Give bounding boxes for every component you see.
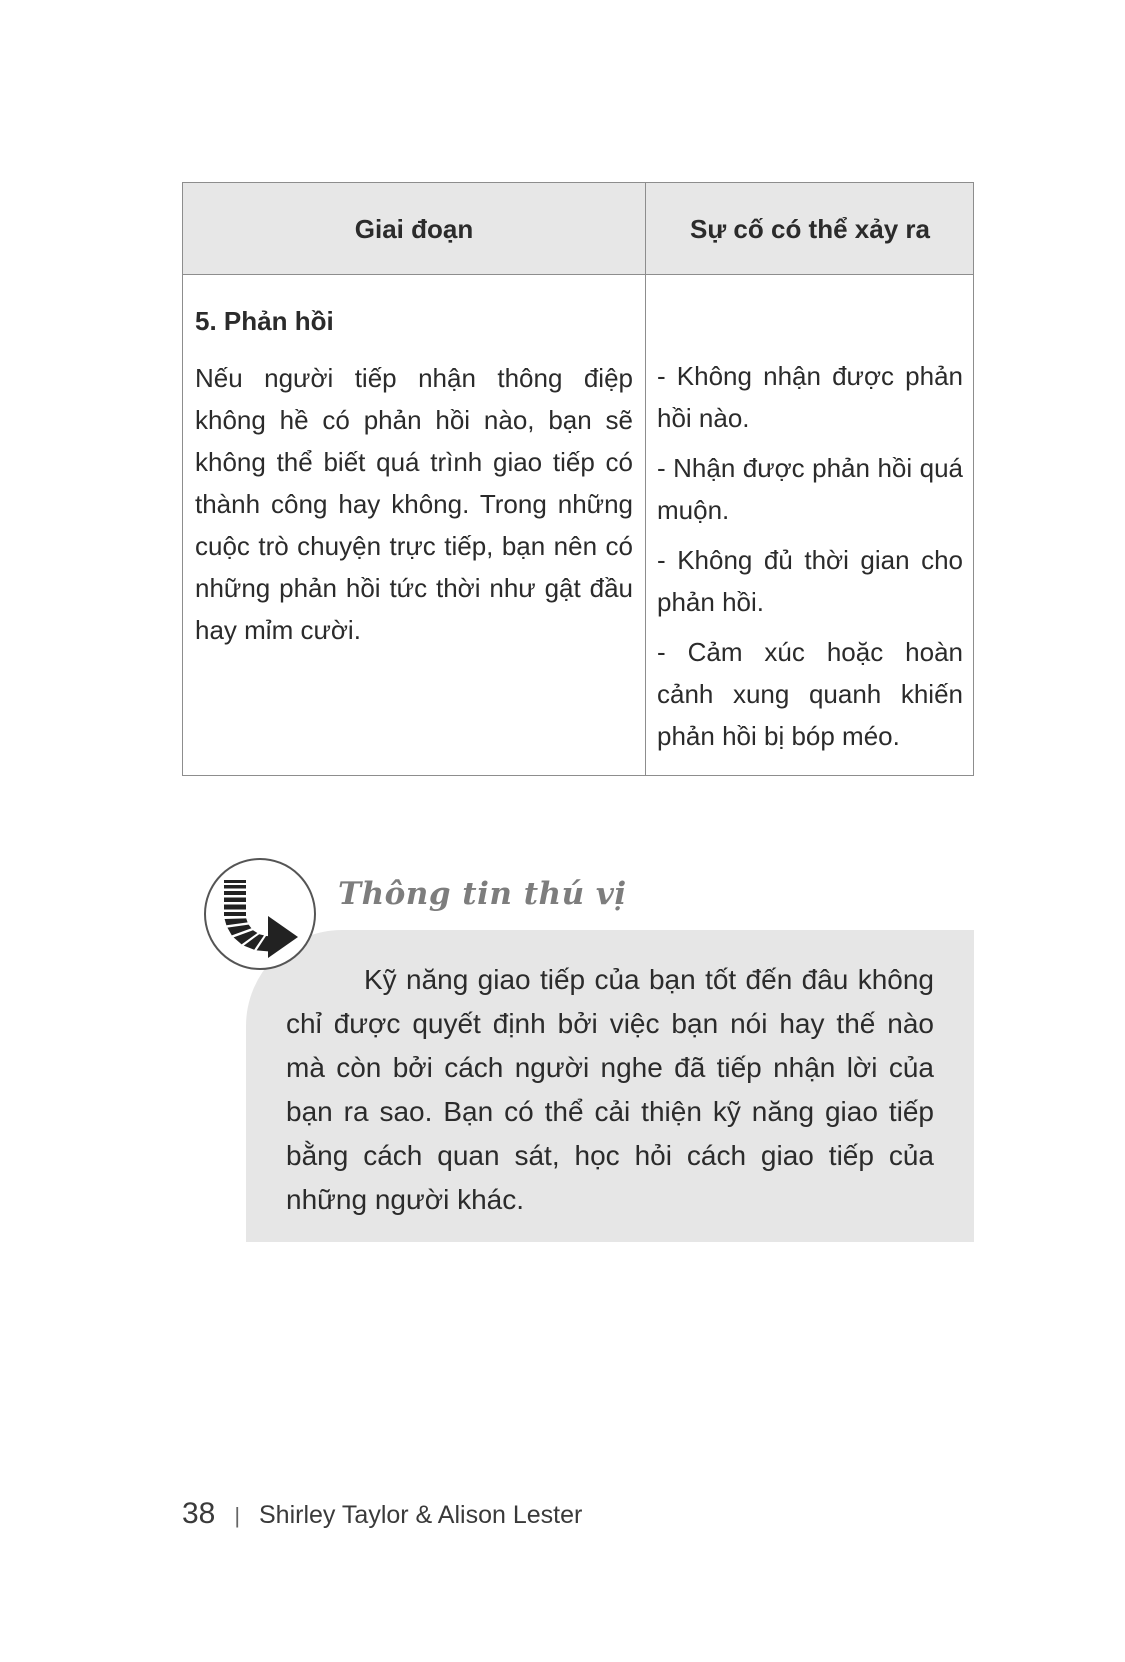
- issues-cell: [657, 355, 963, 765]
- stage-cell: [195, 301, 633, 651]
- footer-separator: |: [234, 1503, 241, 1528]
- turn-right-arrow-icon: [204, 858, 316, 970]
- issue-item: - Nhận được phản hồi quá muộn.: [657, 453, 963, 525]
- table-header-stage: Giai đoạn: [354, 214, 474, 244]
- page-footer: [182, 1497, 582, 1531]
- page-number: 38: [182, 1497, 216, 1530]
- turn-right-arrow-graphic: [206, 860, 314, 968]
- issue-item: - Cảm xúc hoặc hoàn cảnh xung quanh khiến phản hồi bị bóp méo.: [657, 637, 963, 751]
- tip-text: Kỹ năng giao tiếp của bạn tốt đến đâu không chỉ được quyết định bởi việc bạn nói hay thế nào mà còn bởi cách người nghe đã tiếp nhận lời của bạn ra sao. Bạn có thể cải thiện kỹ năng giao tiếp bằng cách quan sát, học hỏi cách giao tiếp của những người khác.: [286, 964, 934, 1215]
- tip-title: Thông tin thú vị: [338, 876, 627, 912]
- stages-table: [182, 182, 974, 776]
- issue-item: - Không nhận được phản hồi nào.: [657, 361, 963, 433]
- stage-description: Nếu người tiếp nhận thông điệp không hề có phản hồi nào, bạn sẽ không thể biết quá trình giao tiếp có thành công hay không. Trong những cuộc trò chuyện trực tiếp, bạn nên có những phản hồi tức thời như gật đầu hay mỉm cười.: [195, 363, 633, 645]
- book-authors: Shirley Taylor & Alison Lester: [259, 1501, 583, 1529]
- table-header-issues: Sự cố có thể xảy ra: [690, 214, 930, 244]
- issue-item: - Không đủ thời gian cho phản hồi.: [657, 545, 963, 617]
- stage-title: 5. Phản hồi: [195, 306, 334, 336]
